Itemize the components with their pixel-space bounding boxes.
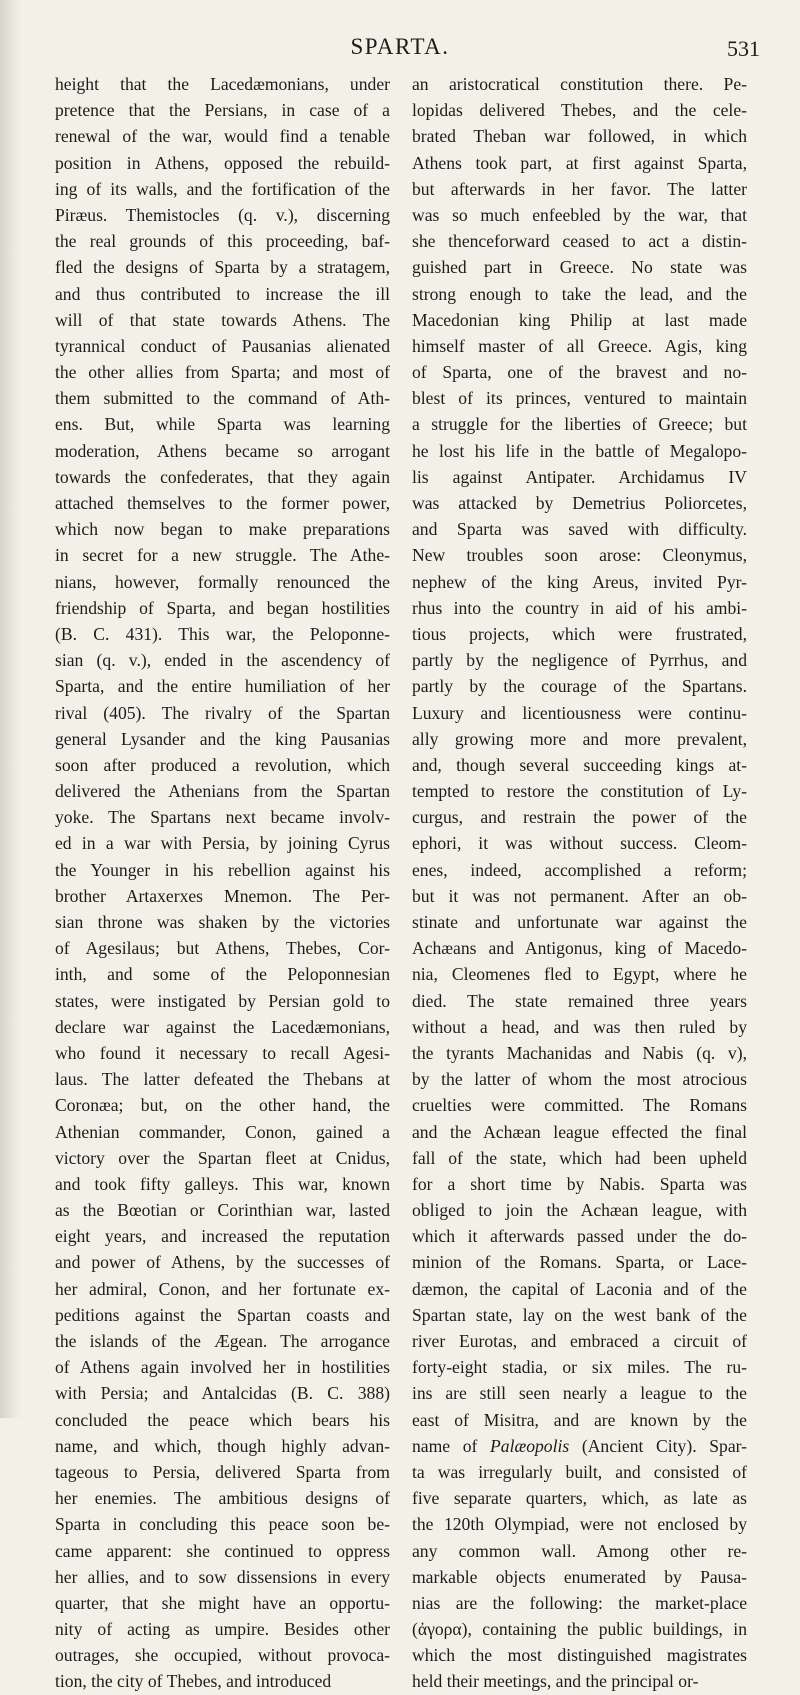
text-line: tempted to restore the constitution of Ly- <box>412 781 747 802</box>
text-line: died. The state remained three years <box>412 990 747 1011</box>
text-line: brated Theban war followed, in which <box>412 126 747 147</box>
text-line: partly by the courage of the Spartans. <box>412 676 747 697</box>
text-line: guished part in Greece. No state was <box>412 257 747 278</box>
text-line: ephori, it was without success. Cleom- <box>412 833 747 854</box>
text-line: which the most distinguished magistrates <box>412 1645 747 1666</box>
text-line: victory over the Spartan fleet at Cnidus, <box>55 1147 390 1168</box>
text-line: renewal of the war, would find a tenable <box>55 126 390 147</box>
text-line: friendship of Sparta, and began hostilities <box>55 597 390 618</box>
text-line: laus. The latter defeated the Thebans at <box>55 1069 390 1090</box>
text-line: ins are still seen nearly a league to the <box>412 1383 747 1404</box>
text-line: towards the confederates, that they again <box>55 466 390 487</box>
text-line: for a short time by Nabis. Sparta was <box>412 1173 747 1194</box>
text-line: rhus into the country in aid of his ambi- <box>412 597 747 618</box>
text-line: and took fifty galleys. This war, known <box>55 1173 390 1194</box>
text-line: Achæans and Antigonus, king of Macedo- <box>412 938 747 959</box>
text-line: enes, indeed, accomplished a reform; <box>412 859 747 880</box>
text-line: and, though several succeeding kings at- <box>412 754 747 775</box>
text-line: states, were instigated by Persian gold to <box>55 990 390 1011</box>
text-line: the other allies from Sparta; and most of <box>55 362 390 383</box>
text-line: ta was irregularly built, and consisted of <box>412 1461 747 1482</box>
text-line: Piræus. Themistocles (q. v.), discerning <box>55 204 390 225</box>
text-line: peditions against the Spartan coasts and <box>55 1304 390 1325</box>
text-line: and the Achæan league effected the final <box>412 1121 747 1142</box>
text-line: fall of the state, which had been upheld <box>412 1147 747 1168</box>
text-line: of Athens again involved her in hostilities <box>55 1357 390 1378</box>
text-line: the Younger in his rebellion against his <box>55 859 390 880</box>
text-line: declare war against the Lacedæmonians, <box>55 1016 390 1037</box>
running-head: SPARTA. <box>350 34 450 59</box>
text-line: minion of the Romans. Sparta, or Lace- <box>412 1252 747 1273</box>
text-line: tageous to Persia, delivered Sparta from <box>55 1461 390 1482</box>
text-line: her enemies. The ambitious designs of <box>55 1488 390 1509</box>
text-line: tion, the city of Thebes, and introduced <box>55 1671 332 1692</box>
text-line: was so much enfeebled by the war, that <box>412 204 747 225</box>
text-line: curgus, and restrain the power of the <box>412 807 747 828</box>
text-line: sian (q. v.), ended in the ascendency of <box>55 650 390 671</box>
text-line: ed in a war with Persia, by joining Cyrus <box>55 833 390 854</box>
page-spine-shadow <box>0 0 22 1418</box>
text-line: rival (405). The rivalry of the Spartan <box>55 702 390 723</box>
text-line: moderation, Athens became so arrogant <box>55 440 390 461</box>
text-line: blest of its princes, ventured to maintain <box>412 388 747 409</box>
text-line: (B. C. 431). This war, the Peloponne- <box>55 623 390 644</box>
text-line: markable objects enumerated by Pausa- <box>412 1566 747 1587</box>
text-line: cruelties were committed. The Romans <box>412 1095 747 1116</box>
text-line: Sparta in concluding this peace soon be- <box>55 1514 390 1535</box>
text-line: nias are the following: the market-place <box>412 1592 747 1613</box>
text-line: but afterwards in her favor. The latter <box>412 178 747 199</box>
text-line: name, and which, though highly advan- <box>55 1435 390 1456</box>
text-line: strong enough to take the lead, and the <box>412 283 747 304</box>
text-line: position in Athens, opposed the rebuild- <box>55 152 390 173</box>
text-line: the tyrants Machanidas and Nabis (q. v), <box>412 1042 747 1063</box>
text-line: ally growing more and more prevalent, <box>412 728 747 749</box>
text-line: a struggle for the liberties of Greece; but <box>412 414 747 435</box>
text-line: the islands of the Ægean. The arrogance <box>55 1331 390 1351</box>
page-number: 531 <box>727 36 760 61</box>
text-line: Spartan state, lay on the west bank of the <box>412 1304 747 1325</box>
text-line: without a head, and was then ruled by <box>412 1016 747 1037</box>
text-line: an aristocratical constitution there. Pe- <box>412 74 747 94</box>
text-line: which it afterwards passed under the do- <box>412 1226 747 1247</box>
text-line: outrages, she occupied, without provoca- <box>55 1645 390 1666</box>
text-line: dæmon, the capital of Laconia and of the <box>412 1278 747 1299</box>
text-line: fled the designs of Sparta by a stratagem, <box>55 257 390 278</box>
text-line: lopidas delivered Thebes, and the cele- <box>412 100 747 121</box>
text-line: east of Misitra, and are known by the <box>412 1409 747 1430</box>
text-line: held their meetings, and the principal or- <box>412 1671 699 1692</box>
text-line: in secret for a new struggle. The Athe- <box>55 545 390 566</box>
text-line: which now began to make preparations <box>55 519 390 540</box>
text-line: ing of its walls, and the fortification of the <box>55 178 390 199</box>
text-line: he lost his life in the battle of Megalopo- <box>412 440 747 461</box>
text-line: by the latter of whom the most atrocious <box>412 1069 747 1090</box>
text-line: but it was not permanent. After an ob- <box>412 885 747 906</box>
text-line: soon after produced a revolution, which <box>55 754 390 775</box>
italic-term: Palæopolis <box>490 1435 570 1456</box>
text-line: with Persia; and Antalcidas (B. C. 388) <box>55 1383 390 1404</box>
text-line: the real grounds of this proceeding, baf- <box>55 231 390 252</box>
text-line: pretence that the Persians, in case of a <box>55 100 390 121</box>
text-line: them submitted to the command of Ath- <box>55 388 390 409</box>
text-line: was attacked by Demetrius Poliorcetes, <box>412 493 747 513</box>
text-line: and power of Athens, by the successes of <box>55 1252 390 1273</box>
text-line: himself master of all Greece. Agis, king <box>412 335 747 356</box>
text-line: lis against Antipater. Archidamus IV <box>412 466 747 487</box>
text-line: Luxury and licentiousness were continu- <box>412 702 747 723</box>
text-line: quarter, that she might have an opportu- <box>55 1592 390 1613</box>
text-line: her allies, and to sow dissensions in every <box>55 1566 390 1587</box>
text-line: five separate quarters, which, as late as <box>412 1488 747 1509</box>
page-header <box>40 34 760 68</box>
text-line: (ἀγορα), containing the public buildings, in <box>412 1619 747 1640</box>
text-line: stinate and unfortunate war against the <box>412 912 747 932</box>
text-line: concluded the peace which bears his <box>55 1409 390 1430</box>
text-line: forty-eight stadia, or six miles. The ru- <box>412 1357 747 1378</box>
text-line: nity of acting as umpire. Besides other <box>55 1619 390 1640</box>
text-line: eight years, and increased the reputation <box>55 1226 390 1247</box>
text-line: Coronæa; but, on the other hand, the <box>55 1095 390 1116</box>
text-line: Sparta, and the entire humiliation of her <box>55 676 390 697</box>
text-line: of Agesilaus; but Athens, Thebes, Cor- <box>55 938 390 959</box>
right-column <box>412 71 747 1695</box>
text-line: will of that state towards Athens. The <box>55 309 390 330</box>
text-line: as the Bœotian or Corinthian war, lasted <box>55 1200 390 1221</box>
text-line: Macedonian king Philip at last made <box>412 309 747 330</box>
text-line: sian throne was shaken by the victories <box>55 912 390 932</box>
text-line: came apparent: she continued to oppress <box>55 1540 390 1561</box>
text-line: partly by the negligence of Pyrrhus, and <box>412 650 747 671</box>
text-line: delivered the Athenians from the Spartan <box>55 781 390 802</box>
text-line: tyrannical conduct of Pausanias alienated <box>55 335 390 356</box>
text-line: and Sparta was saved with difficulty. <box>412 519 747 540</box>
text-line: obliged to join the Achæan league, with <box>412 1200 747 1221</box>
text-line: nians, however, formally renounced the <box>55 571 390 592</box>
text-line: height that the Lacedæmonians, under <box>55 74 390 94</box>
text-line: attached themselves to the former power, <box>55 493 390 513</box>
text-line: general Lysander and the king Pausanias <box>55 728 390 749</box>
text-line: of Sparta, one of the bravest and no- <box>412 362 747 383</box>
text-line: the 120th Olympiad, were not enclosed by <box>412 1514 747 1535</box>
text-line: river Eurotas, and embraced a circuit of <box>412 1331 747 1351</box>
text-line: yoke. The Spartans next became involv- <box>55 807 390 828</box>
text-line: and thus contributed to increase the ill <box>55 283 390 304</box>
text-line: Athens took part, at first against Sparta, <box>412 152 747 173</box>
text-line: nia, Cleomenes fled to Egypt, where he <box>412 964 747 985</box>
text-line: tious projects, which were frustrated, <box>412 623 747 644</box>
text-line: any common wall. Among other re- <box>412 1540 747 1561</box>
text-line: ens. But, while Sparta was learning <box>55 414 390 435</box>
text-line: her admiral, Conon, and her fortunate ex- <box>55 1278 390 1299</box>
text-line: inth, and some of the Peloponnesian <box>55 964 390 985</box>
text-line: New troubles soon arose: Cleonymus, <box>412 545 747 566</box>
text-line: who found it necessary to recall Agesi- <box>55 1042 390 1063</box>
text-line: brother Artaxerxes Mnemon. The Per- <box>55 885 390 906</box>
left-column <box>55 71 390 1695</box>
text-line: name of Palæopolis (Ancient City). Spar- <box>412 1435 747 1456</box>
text-line: nephew of the king Areus, invited Pyr- <box>412 571 747 592</box>
text-line: she thenceforward ceased to act a distin- <box>412 231 747 252</box>
text-line: Athenian commander, Conon, gained a <box>55 1121 390 1142</box>
